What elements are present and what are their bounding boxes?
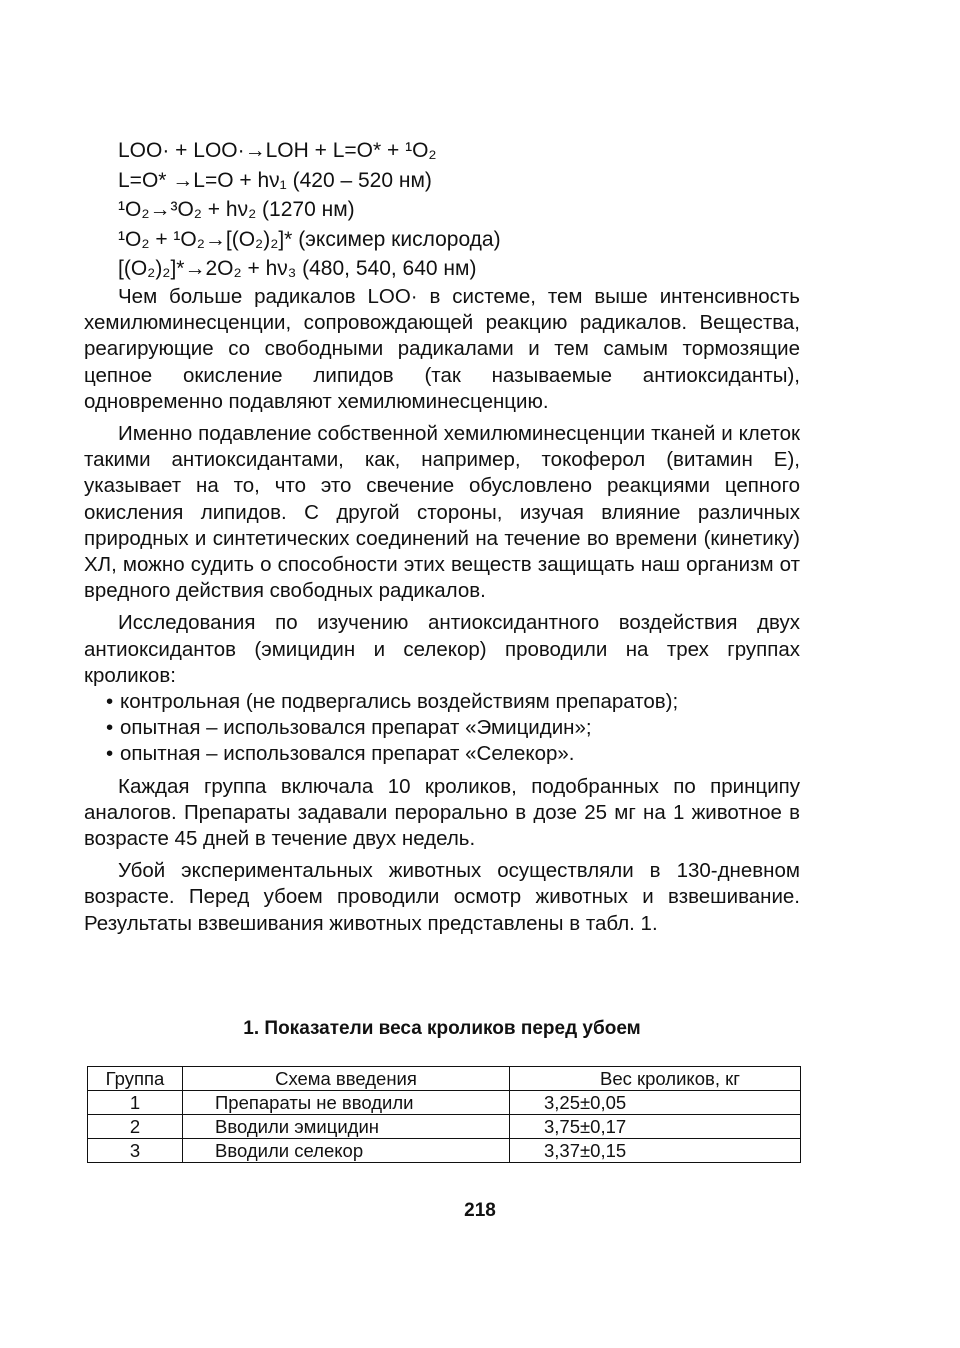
table-cell: 3,37±0,15	[510, 1139, 801, 1163]
equation: ¹O₂ + ¹O₂→[(O₂)₂]* (эксимер кислорода)	[118, 227, 501, 251]
page-number: 218	[464, 1200, 496, 1221]
paragraph: Чем больше радикалов LOO· в системе, тем выше интенсивность хемилюминесценции, сопровождающей реакцию радикалов. Вещества, реагирующие со свободными радикалами и тем самым тормозящие цепное окисление липидов (так называемые антиоксиданты), одновременно подавляют хемилюминесценцию.	[84, 285, 800, 413]
table-row	[88, 1091, 801, 1115]
paragraph: Именно подавление собственной хемилюминесценции тканей и клеток такими антиоксидантами, как, например, токоферол (витамин Е), указывает на то, что это свечение обусловлено реакциями цепного окисления липидов. С другой стороны, изучая влияние различных природных и синтетических соединений на течение во времени (кинетику) ХЛ, можно судить о способности этих веществ защищать наш организм от вредного действия свободных радикалов.	[84, 422, 800, 603]
paragraph: Исследования по изучению антиоксидантного воздействия двух антиоксидантов (эмицидин и селекор) проводили на трех группах кроликов:	[84, 611, 800, 687]
table-cell: 1	[88, 1091, 183, 1115]
reaction-equations	[118, 136, 501, 284]
table-cell: 3	[88, 1139, 183, 1163]
list-item: • опытная – использовался препарат «Селекор».	[84, 741, 800, 767]
column-header: Схема введения	[183, 1067, 510, 1091]
list-item: • опытная – использовался препарат «Эмицидин»;	[84, 715, 800, 741]
weight-table	[87, 1066, 801, 1163]
paragraph: Убой экспериментальных животных осуществляли в 130-дневном возрасте. Перед убоем проводили осмотр животных и взвешивание. Результаты взвешивания животных представлены в табл. 1.	[84, 859, 800, 935]
table-cell: Вводили селекор	[183, 1139, 510, 1163]
equation: ¹O₂→³O₂ + hν₂ (1270 нм)	[118, 198, 355, 221]
equation: L=O* →L=O + hν₁ (420 – 520 нм)	[118, 168, 432, 192]
paragraph: Каждая группа включала 10 кроликов, подобранных по принципу аналогов. Препараты задавали перорально в дозе 25 мг на 1 животное в возрасте 45 дней в течение двух недель.	[84, 774, 800, 851]
column-header: Группа	[88, 1067, 183, 1091]
table-title: 1. Показатели веса кроликов перед убоем	[243, 1018, 641, 1039]
table-cell: 2	[88, 1115, 183, 1139]
table-cell: 3,75±0,17	[510, 1115, 801, 1139]
equation: LOO· + LOO·→LOH + L=O* + ¹O₂	[118, 139, 437, 162]
table-cell: Препараты не вводили	[183, 1091, 510, 1115]
equation: [(O₂)₂]*→2O₂ + hν₃ (480, 540, 640 нм)	[118, 257, 477, 280]
table-cell: Вводили эмицидин	[183, 1115, 510, 1139]
table-row	[88, 1139, 801, 1163]
table-header-row	[88, 1067, 801, 1091]
list-item: • контрольная (не подвергались воздействиям препаратов);	[84, 689, 800, 715]
table-cell: 3,25±0,05	[510, 1091, 801, 1115]
body-text	[84, 284, 800, 943]
column-header: Вес кроликов, кг	[510, 1067, 801, 1091]
group-list	[84, 689, 800, 768]
table-row	[88, 1115, 801, 1139]
